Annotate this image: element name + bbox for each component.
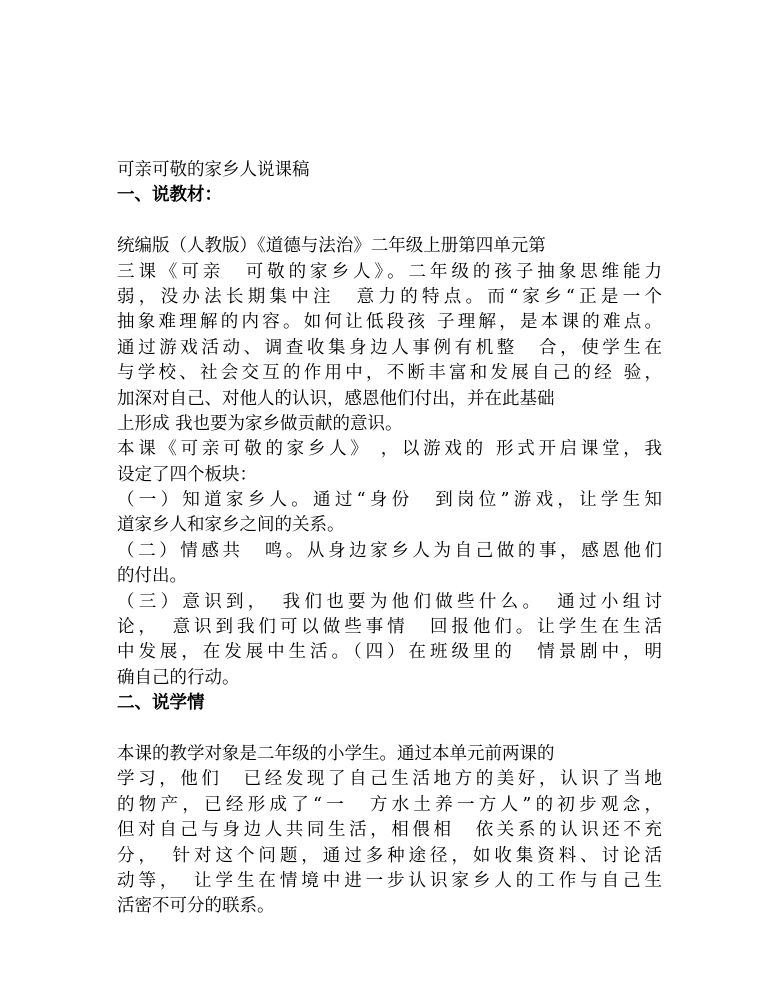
paragraph-line: 分， 针对这个问题，通过多种途径，如收集资料、讨论活 — [117, 845, 662, 866]
document-page — [117, 158, 662, 920]
paragraph-line: 本课的教学对象是二年级的小学生。通过本单元前两课的 — [117, 743, 555, 764]
blank-line — [117, 717, 662, 742]
section-heading-learners: 二、说学情 — [117, 693, 205, 714]
paragraph-line: 加深对自己、对他人的认识，感恩他们付出，并在此基础 — [117, 388, 555, 409]
paragraph-line: 学习，他们 已经发现了自己生活地方的美好，认识了当地 — [117, 769, 662, 790]
paragraph-line: 弱，没办法长期集中注 意力的特点。而“家乡“正是一个 — [117, 286, 662, 307]
paragraph-line: 本课《可亲可敬的家乡人》 ，以游戏的 形式开启课堂，我 — [117, 439, 662, 460]
paragraph-line: 中发展，在发展中生活。（四）在班级里的 情景剧中，明 — [117, 642, 662, 663]
paragraph-line: 设定了四个板块： — [117, 464, 257, 485]
paragraph-line: 论， 意识到我们可以做些事情 回报他们。让学生在生活 — [117, 617, 662, 638]
document-title: 可亲可敬的家乡人说课稿 — [117, 160, 310, 180]
paragraph-line: 抽象难理解的内容。如何让低段孩 子理解，是本课的难点。 — [117, 312, 662, 333]
paragraph-line: 动等， 让学生在情境中进一步认识家乡人的工作与自己生 — [117, 870, 662, 891]
blank-line — [117, 209, 662, 234]
paragraph-line: 但对自己与身边人共同生活，相偎相 依关系的认识还不充 — [117, 820, 662, 841]
paragraph-learners — [117, 742, 662, 920]
paragraph-lesson-overview — [117, 437, 662, 488]
paragraph-line: （一）知道家乡人。通过“身份 到岗位”游戏，让学生知 — [117, 490, 662, 511]
paragraph-line: 通过游戏活动、调查收集身边人事例有机整 合，使学生在 — [117, 337, 662, 358]
paragraph-line: 三课《可亲 可敬的家乡人》。二年级的孩子抽象思维能力 — [117, 261, 662, 282]
list-item-module-1 — [117, 488, 662, 539]
paragraph-line: 的物产，已经形成了“一 方水土养一方人”的初步观念， — [117, 794, 662, 815]
list-item-module-3-4 — [117, 590, 662, 692]
paragraph-line: 统编版（人教版）《道德与法治》二年级上册第四单元第 — [117, 236, 546, 257]
paragraph-line: 道家乡人和家乡之间的关系。 — [117, 515, 345, 536]
paragraph-line: 活密不可分的联系。 — [117, 896, 275, 917]
paragraph-textbook-intro — [117, 234, 662, 437]
paragraph-line: 与学校、社会交互的作用中，不断丰富和发展自己的经 验， — [117, 363, 662, 384]
paragraph-line: 确自己的行动。 — [117, 667, 240, 688]
paragraph-line: 的付出。 — [117, 566, 187, 587]
paragraph-line: 上形成 我也要为家乡做贡献的意识。 — [117, 413, 403, 434]
list-item-module-2 — [117, 539, 662, 590]
paragraph-line: （三）意识到， 我们也要为他们做些什么。 通过小组讨 — [117, 591, 662, 612]
paragraph-line: （二）情感共 鸣。从身边家乡人为自己做的事，感恩他们 — [117, 540, 662, 561]
section-heading-textbook: 一、说教材： — [117, 185, 222, 206]
